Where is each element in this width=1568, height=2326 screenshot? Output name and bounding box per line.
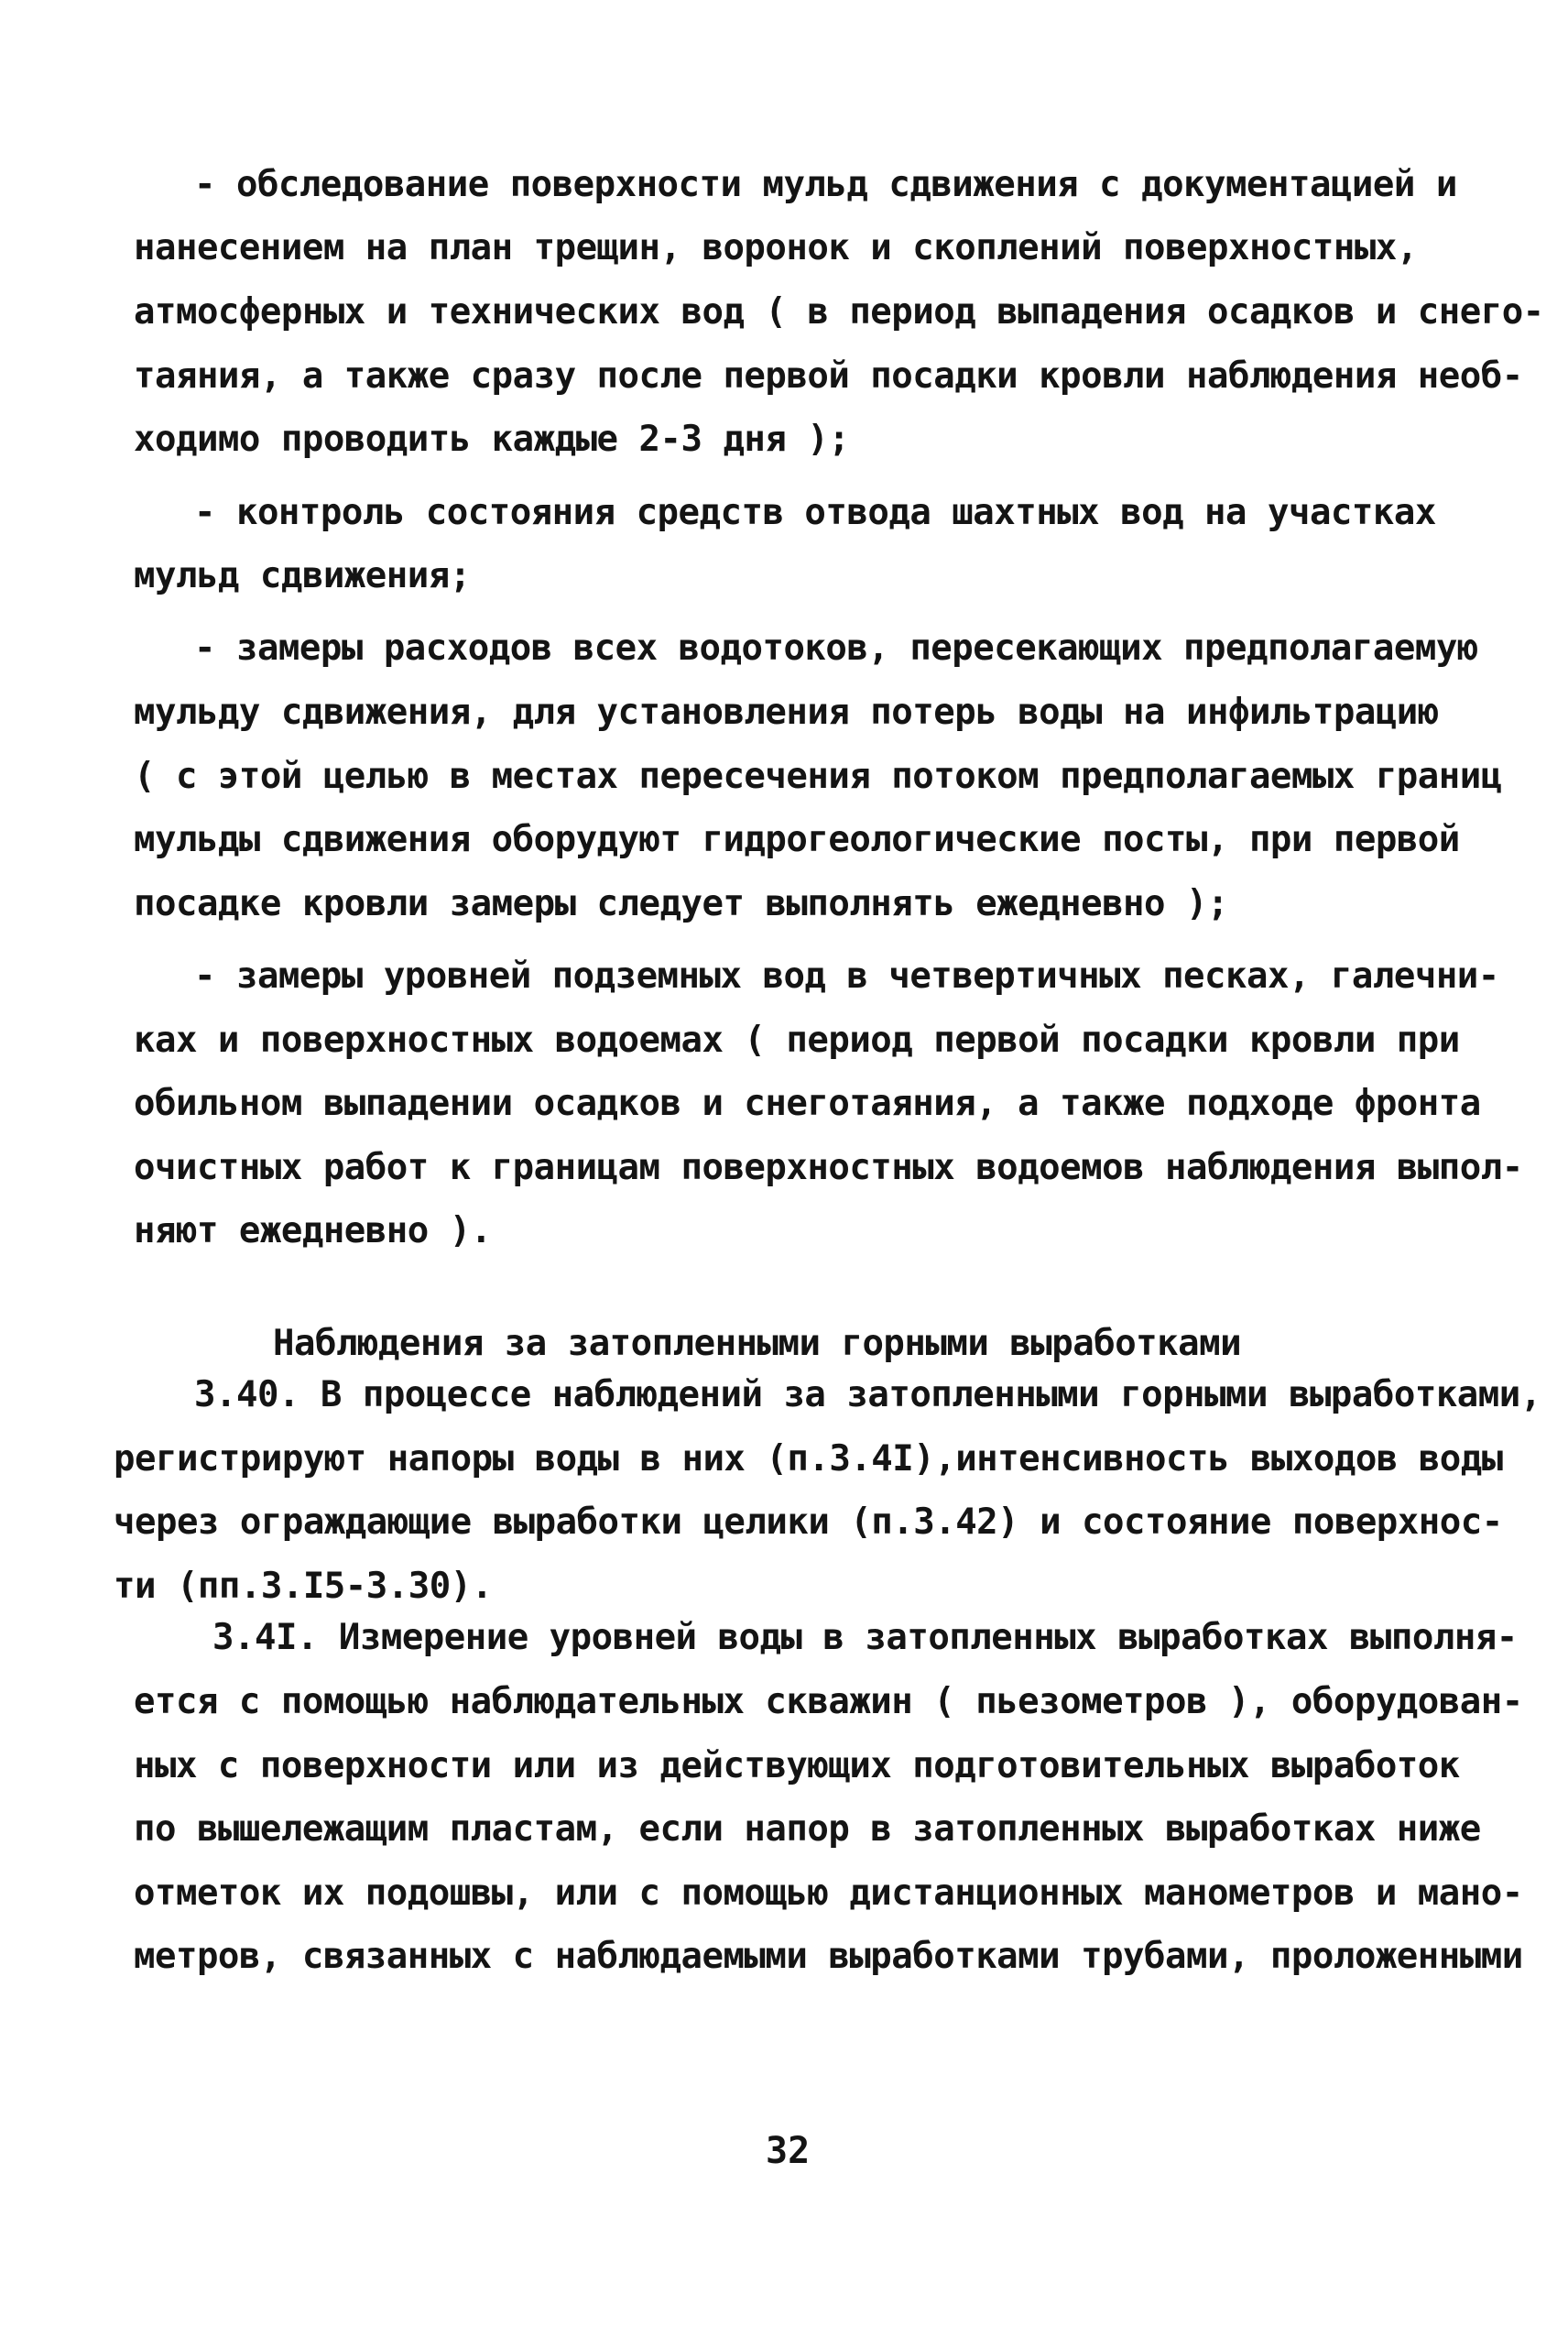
text-line: - контроль состояния средств отвода шахтных вод на участках bbox=[194, 492, 1436, 533]
text-line: 3.4I. Измерение уровней воды в затопленных выработках выполня- bbox=[212, 1617, 1518, 1658]
text-line: ках и поверхностных водоемах ( период первой посадки кровли при bbox=[134, 1020, 1460, 1061]
text-line: - замеры уровней подземных вод в четвертичных песках, галечни- bbox=[194, 956, 1499, 997]
text-line: по вышележащим пластам, если напор в затопленных выработках ниже bbox=[134, 1808, 1481, 1850]
section-heading: Наблюдения за затопленными горными выработками bbox=[273, 1323, 1242, 1364]
text-line: посадке кровли замеры следует выполнять ежедневно ); bbox=[134, 883, 1228, 924]
text-line: отметок их подошвы, или с помощью дистанционных манометров и мано- bbox=[134, 1873, 1523, 1914]
text-line: очистных работ к границам поверхностных водоемов наблюдения выпол- bbox=[134, 1147, 1523, 1188]
text-line: ( с этой целью в местах пересечения потоком предполагаемых границ bbox=[134, 756, 1502, 797]
text-line: ти (пп.3.I5-3.30). bbox=[114, 1566, 493, 1607]
text-line: метров, связанных с наблюдаемыми выработками трубами, проложенными bbox=[134, 1936, 1523, 1977]
text-line: мульду сдвижения, для установления потерь воды на инфильтрацию bbox=[134, 692, 1439, 733]
text-line: - замеры расходов всех водотоков, пересекающих предполагаемую bbox=[194, 628, 1478, 669]
text-line: мульды сдвижения оборудуют гидрогеологические посты, при первой bbox=[134, 819, 1460, 860]
text-line: атмосферных и технических вод ( в период выпадения осадков и снего- bbox=[134, 291, 1544, 333]
text-line: 3.40. В процессе наблюдений за затопленными горными выработками, bbox=[194, 1374, 1541, 1415]
text-line: ходимо проводить каждые 2-3 дня ); bbox=[134, 419, 850, 460]
text-line: мульд сдвижения; bbox=[134, 555, 471, 596]
text-line: ных с поверхности или из действующих подготовительных выработок bbox=[134, 1745, 1460, 1786]
text-line: ется с помощью наблюдательных скважин ( пьезометров ), оборудован- bbox=[134, 1681, 1523, 1722]
text-line: обильном выпадении осадков и снеготаяния, а также подходе фронта bbox=[134, 1083, 1481, 1124]
text-line: няют ежедневно ). bbox=[134, 1210, 492, 1251]
text-line: через ограждающие выработки целики (п.3.42) и состояние поверхнос- bbox=[114, 1502, 1503, 1543]
text-line: нанесением на план трещин, воронок и скоплений поверхностных, bbox=[134, 227, 1418, 268]
text-line: - обследование поверхности мульд сдвижения с документацией и bbox=[194, 164, 1457, 205]
text-line: таяния, а также сразу после первой посадки кровли наблюдения необ- bbox=[134, 355, 1523, 397]
page-number: 32 bbox=[766, 2130, 811, 2172]
text-line: регистрируют напоры воды в них (п.3.4I),интенсивность выходов воды bbox=[114, 1438, 1503, 1480]
